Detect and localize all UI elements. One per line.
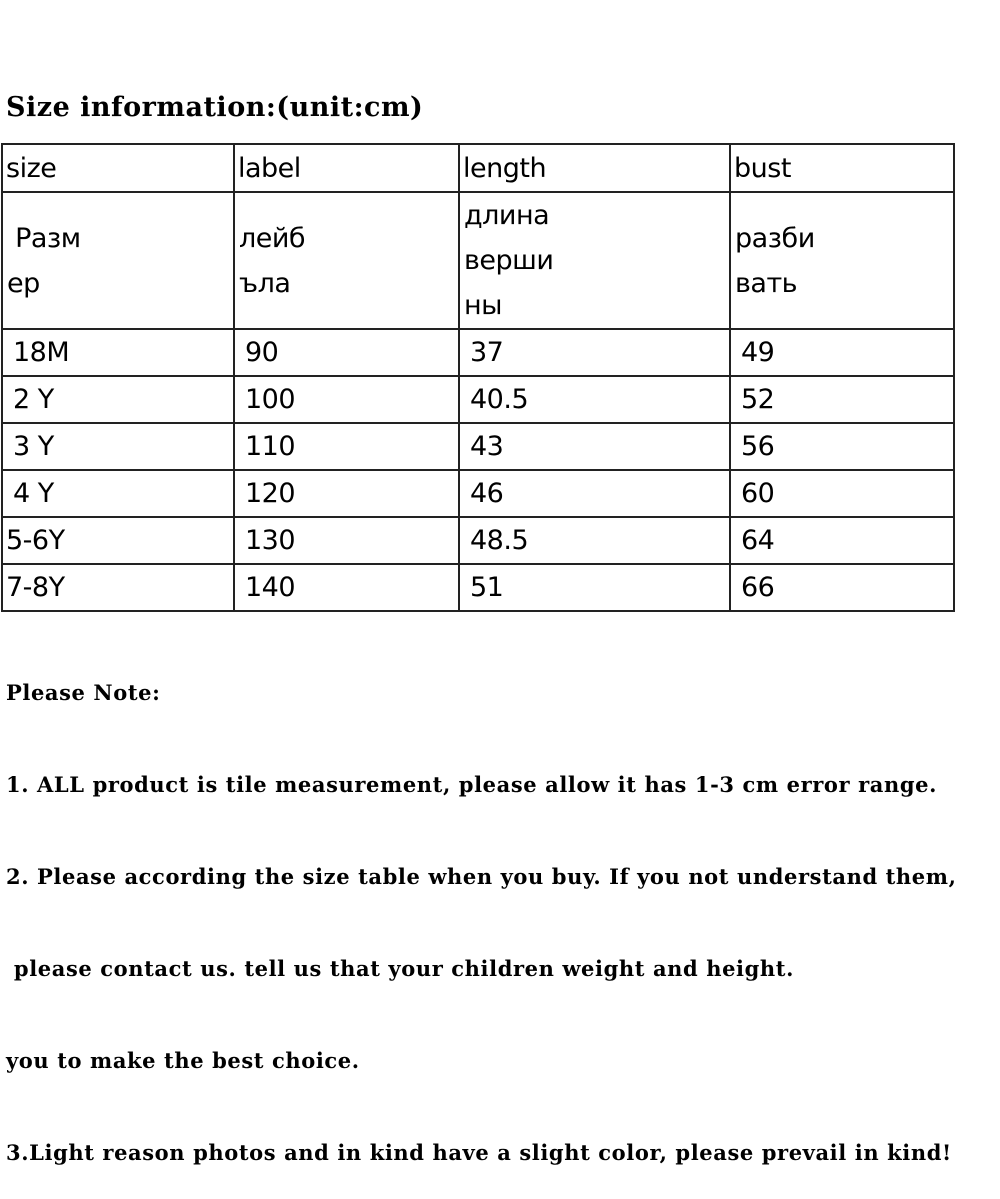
header-bust: bust <box>730 144 954 192</box>
cell-size: 5-6Y <box>2 517 234 564</box>
cell-label: 110 <box>234 423 459 470</box>
table-row <box>2 470 954 517</box>
subheader-length <box>459 192 730 329</box>
header-row <box>2 144 954 192</box>
cell-length: 40.5 <box>459 376 730 423</box>
note-line: you to make the best choice. <box>6 1048 360 1073</box>
size-table <box>1 143 955 612</box>
cell-label: 130 <box>234 517 459 564</box>
table-row <box>2 376 954 423</box>
table-row <box>2 423 954 470</box>
cell-label: 120 <box>234 470 459 517</box>
subheader-label-text: лейб ъла <box>239 222 306 299</box>
cell-bust: 52 <box>730 376 954 423</box>
subheader-bust <box>730 192 954 329</box>
header-label: label <box>234 144 459 192</box>
cell-length: 43 <box>459 423 730 470</box>
cell-length: 51 <box>459 564 730 611</box>
table-row <box>2 564 954 611</box>
note-line: 2. Please according the size table when you buy. If you not understand them, <box>6 864 957 889</box>
notes-heading: Please Note: <box>6 680 161 705</box>
header-length: length <box>459 144 730 192</box>
subheader-size <box>2 192 234 329</box>
cell-label: 140 <box>234 564 459 611</box>
note-line: 1. ALL product is tile measurement, please allow it has 1-3 cm error range. <box>6 772 937 797</box>
cell-bust: 66 <box>730 564 954 611</box>
russian-header-row <box>2 192 954 329</box>
table-row <box>2 329 954 376</box>
table-row <box>2 517 954 564</box>
cell-size: 2 Y <box>2 376 234 423</box>
subheader-length-text: длина верши ны <box>464 200 554 321</box>
notes-block <box>6 622 957 1199</box>
cell-bust: 64 <box>730 517 954 564</box>
cell-size: 18M <box>2 329 234 376</box>
note-line: please contact us. tell us that your children weight and height. <box>6 956 794 981</box>
cell-bust: 56 <box>730 423 954 470</box>
cell-length: 48.5 <box>459 517 730 564</box>
cell-length: 46 <box>459 470 730 517</box>
header-size: size <box>2 144 234 192</box>
cell-bust: 60 <box>730 470 954 517</box>
cell-label: 100 <box>234 376 459 423</box>
cell-length: 37 <box>459 329 730 376</box>
subheader-bust-text: разби вать <box>735 222 815 299</box>
subheader-label <box>234 192 459 329</box>
cell-bust: 49 <box>730 329 954 376</box>
note-line: 3.Light reason photos and in kind have a slight color, please prevail in kind! <box>6 1140 952 1165</box>
page-title: Size information:(unit:cm) <box>6 92 424 123</box>
cell-size: 4 Y <box>2 470 234 517</box>
cell-size: 3 Y <box>2 423 234 470</box>
subheader-size-text: Разм ер <box>7 222 81 299</box>
cell-size: 7-8Y <box>2 564 234 611</box>
cell-label: 90 <box>234 329 459 376</box>
